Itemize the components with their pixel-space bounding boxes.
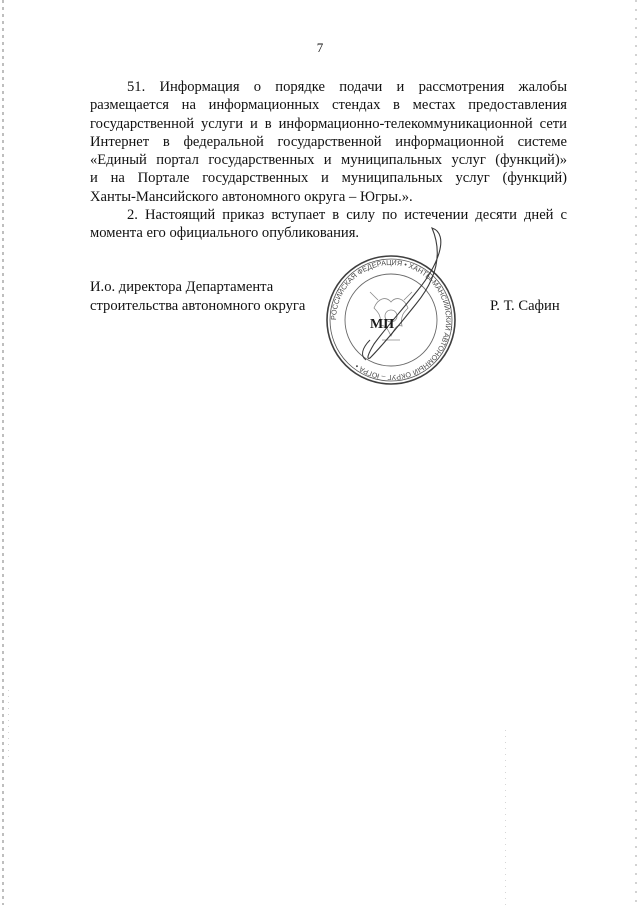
signature-stroke bbox=[368, 228, 441, 358]
page-number: 7 bbox=[316, 40, 324, 55]
seal-ring-text: РОССИЙСКАЯ ФЕДЕРАЦИЯ • ХАНТЫ-МАНСИЙСКИЙ АВТОНОМНЫЙ ОКРУГ – ЮГРА • bbox=[328, 257, 454, 383]
position-line: строительства автономного округа bbox=[90, 297, 306, 314]
signer-name: Р. Т. Сафин bbox=[490, 298, 560, 314]
scan-artifact bbox=[8, 690, 9, 760]
scan-edge-left bbox=[2, 0, 4, 905]
seal-mp-mark: МП bbox=[370, 317, 395, 332]
text-line: 51. Информация о порядке подачи и рассмотрения жалобы bbox=[127, 79, 567, 95]
text-line: размещается на информационных стендах в местах предоставления bbox=[90, 97, 567, 114]
scan-edge-right bbox=[635, 0, 637, 905]
text-line: 2. Настоящий приказ вступает в силу по истечении десяти дней с bbox=[127, 207, 567, 224]
text-line: Интернет в федеральной государственной информационной системе bbox=[90, 133, 567, 150]
paragraph-51 bbox=[90, 78, 567, 206]
text-line: момента его официального опубликования. bbox=[90, 225, 360, 242]
text-line: государственной услуги и в информационно-телекоммуникационной сети bbox=[90, 115, 567, 132]
document-body bbox=[90, 78, 567, 243]
scan-artifact bbox=[505, 730, 506, 905]
text-line: «Единый портал государственных и муниципальных услуг (функций)» bbox=[90, 152, 567, 169]
text-line: Ханты-Мансийского автономного округа – Югры.». bbox=[90, 188, 413, 205]
official-seal bbox=[322, 220, 460, 395]
position-line: И.о. директора Департамента bbox=[90, 279, 274, 295]
signatory-position bbox=[90, 278, 305, 315]
text-line: и на Портале государственных и муниципальных услуг (функций) bbox=[90, 170, 567, 187]
